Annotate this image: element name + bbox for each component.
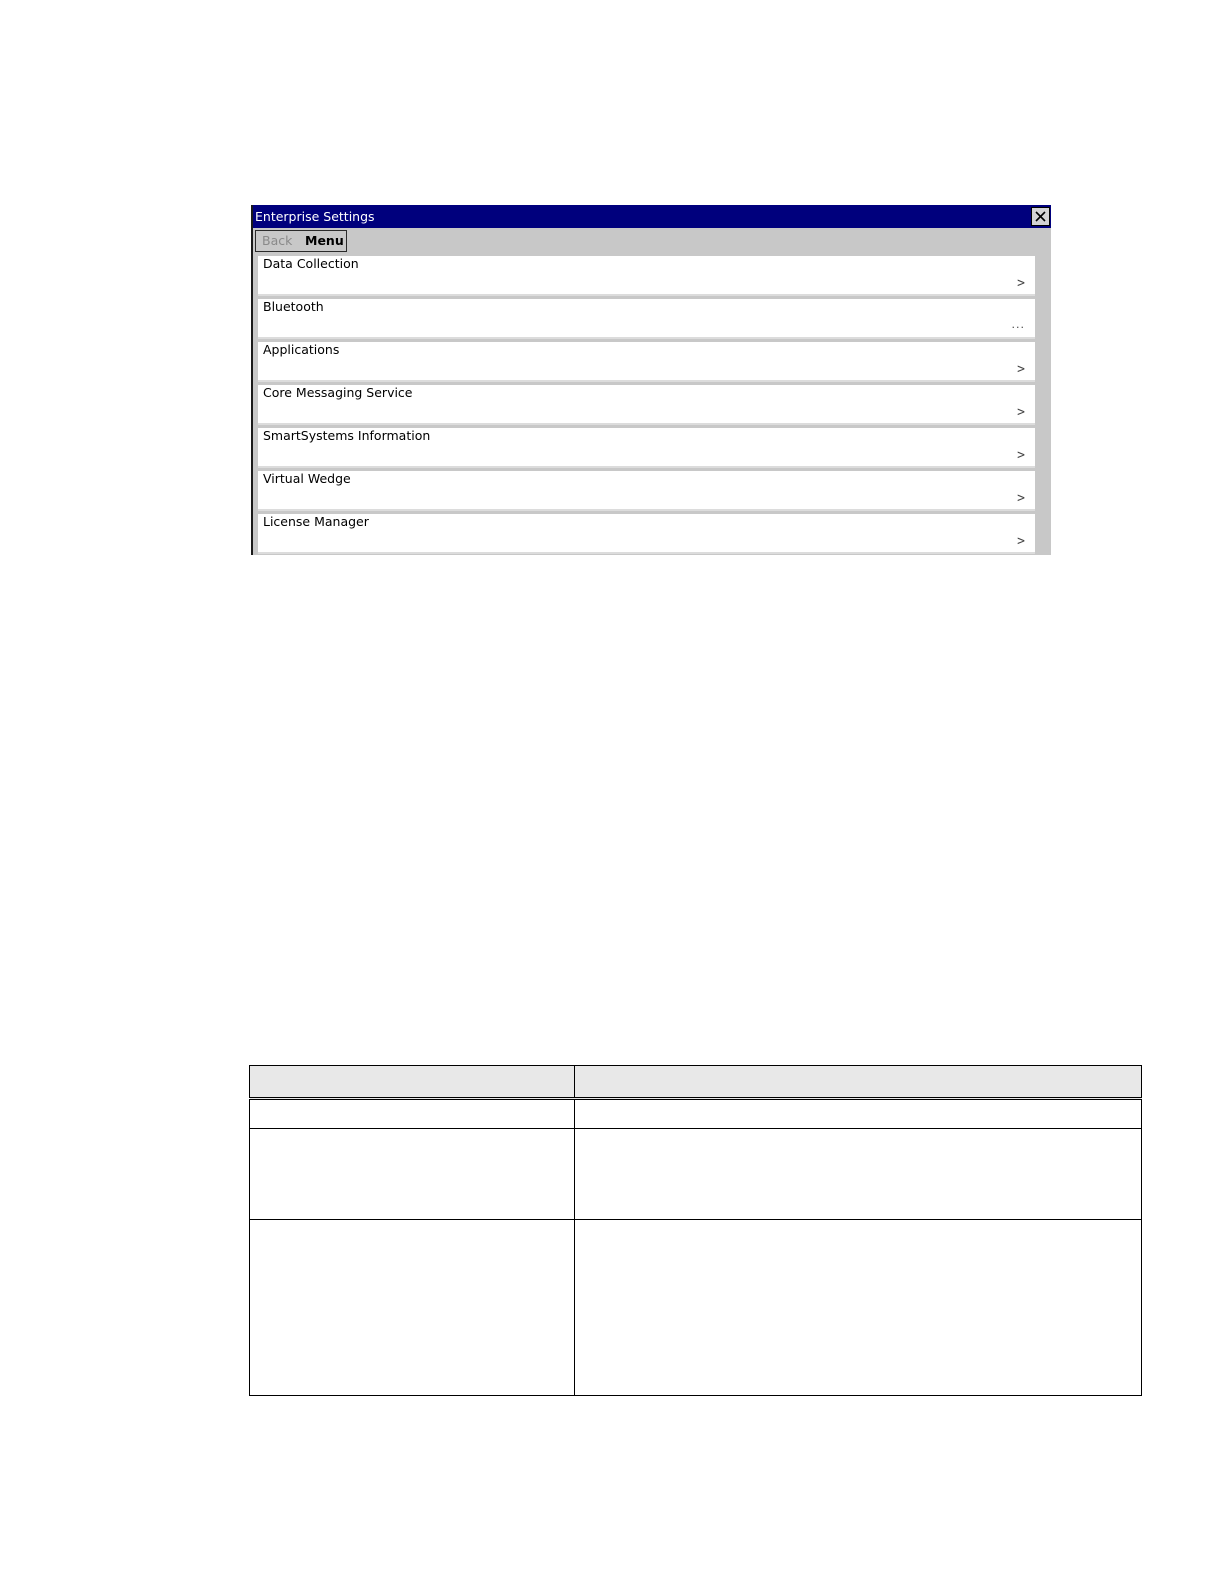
title-bar xyxy=(253,205,1051,228)
table-header-cell xyxy=(575,1066,1142,1099)
table-row xyxy=(250,1129,1142,1220)
list-item-label: Core Messaging Service xyxy=(263,385,413,400)
list-item-bluetooth[interactable] xyxy=(258,299,1035,339)
scrollbar-track[interactable] xyxy=(1035,254,1051,555)
table-cell xyxy=(575,1099,1142,1129)
window-title: Enterprise Settings xyxy=(255,209,375,224)
table-cell xyxy=(575,1220,1142,1396)
table-header-row xyxy=(250,1066,1142,1099)
list-item-label: Applications xyxy=(263,342,340,357)
list-item-label: Bluetooth xyxy=(263,299,324,314)
close-button[interactable] xyxy=(1031,207,1050,226)
chevron-right-icon: > xyxy=(1017,534,1025,549)
enterprise-settings-window xyxy=(251,205,1051,555)
settings-list xyxy=(258,256,1035,555)
chevron-right-icon: > xyxy=(1017,448,1025,463)
table-header-cell xyxy=(250,1066,575,1099)
list-item-label: SmartSystems Information xyxy=(263,428,431,443)
list-item-license-manager[interactable] xyxy=(258,514,1035,554)
chevron-right-icon: > xyxy=(1017,405,1025,420)
list-item-label: Virtual Wedge xyxy=(263,471,351,486)
table-row xyxy=(250,1220,1142,1396)
table-cell xyxy=(250,1099,575,1129)
list-item-label: License Manager xyxy=(263,514,369,529)
list-item-core-messaging-service[interactable] xyxy=(258,385,1035,425)
table-cell xyxy=(575,1129,1142,1220)
table-cell xyxy=(250,1220,575,1396)
list-item-data-collection[interactable] xyxy=(258,256,1035,296)
menu-button-group xyxy=(255,230,347,252)
settings-table xyxy=(249,1065,1142,1396)
list-item-applications[interactable] xyxy=(258,342,1035,382)
chevron-right-icon: > xyxy=(1017,362,1025,377)
list-item-smartsystems-information[interactable] xyxy=(258,428,1035,468)
close-x-icon xyxy=(1035,211,1046,222)
menu-bar xyxy=(253,228,1051,254)
list-item-label: Data Collection xyxy=(263,256,359,271)
table-cell xyxy=(250,1129,575,1220)
menu-button[interactable]: Menu xyxy=(305,233,344,248)
ellipsis-icon: ... xyxy=(1011,318,1025,331)
chevron-right-icon: > xyxy=(1017,491,1025,506)
chevron-right-icon: > xyxy=(1017,276,1025,291)
table-row xyxy=(250,1099,1142,1129)
back-button[interactable]: Back xyxy=(262,233,293,248)
list-item-virtual-wedge[interactable] xyxy=(258,471,1035,511)
